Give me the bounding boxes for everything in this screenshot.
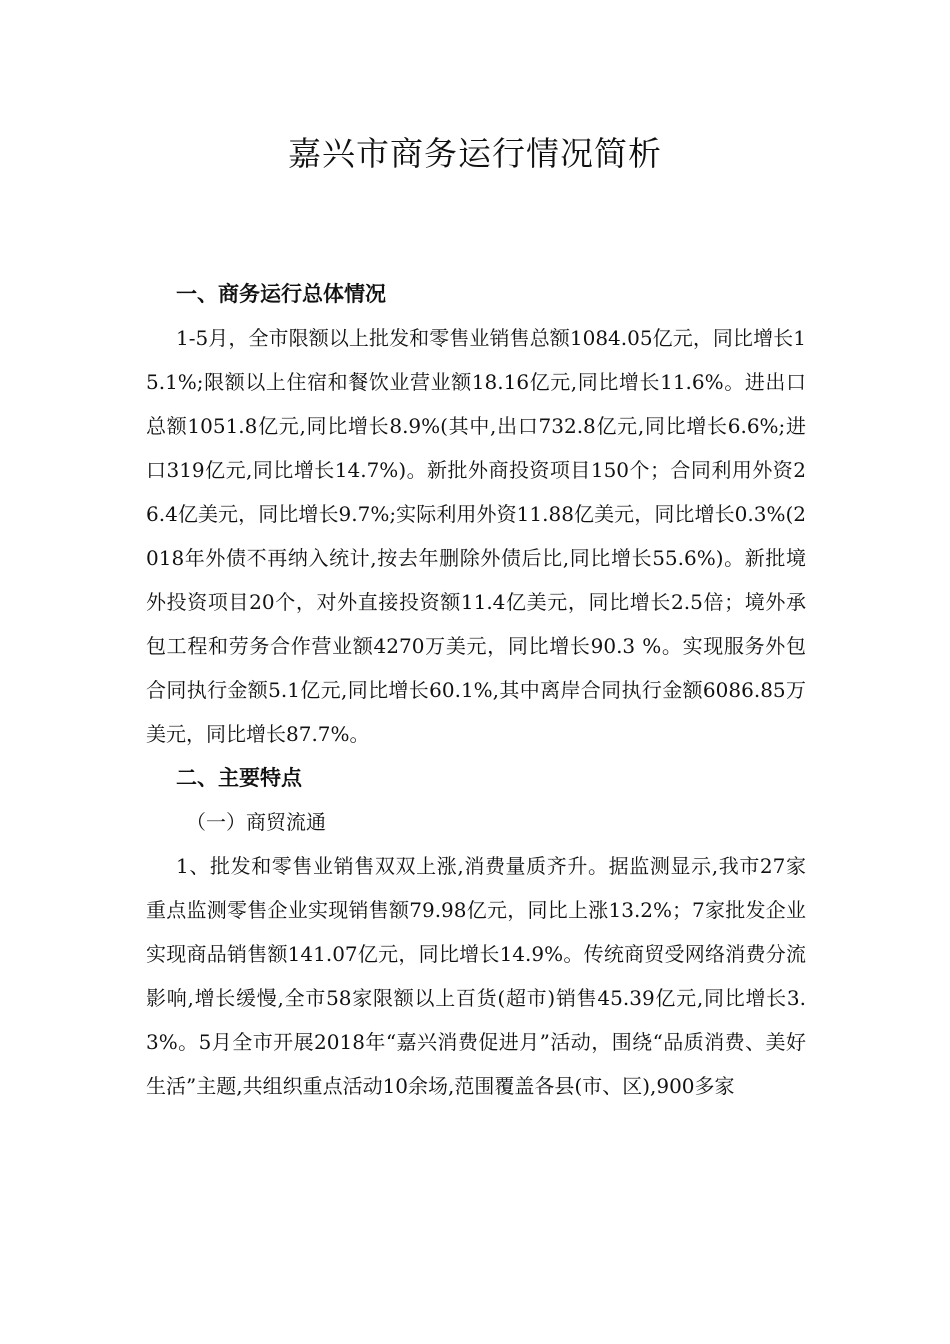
document-body	[146, 272, 806, 1108]
document-title: 嘉兴市商务运行情况简析	[288, 134, 662, 173]
section-heading-features: 二、主要特点	[176, 766, 302, 790]
section-heading-overview: 一、商务运行总体情况	[176, 282, 386, 306]
overview-paragraph: 1-5月，全市限额以上批发和零售业销售总额1084.05亿元，同比增长15.1%;限额以上住宿和餐饮业营业额18.16亿元,同比增长11.6%。进出口总额1051.8亿元,同比增长8.9%(其中,出口732.8亿元,同比增长6.6%;进口319亿元,同比增长14.7%)。新批外商投资项目150个；合同利用外资26.4亿美元，同比增长9.7%;实际利用外资11.88亿美元，同比增长0.3%(2018年外债不再纳入统计,按去年删除外债后比,同比增长55.6%)。新批境外投资项目20个，对外直接投资额11.4亿美元，同比增长2.5倍；境外承包工程和劳务合作营业额4270万美元，同比增长90.3 %。实现服务外包合同执行金额5.1亿元,同比增长60.1%,其中离岸合同执行金额6086.85万美元，同比增长87.7%。	[146, 326, 806, 746]
subheading-trade-circulation: （一）商贸流通	[186, 810, 326, 834]
trade-paragraph: 1、批发和零售业销售双双上涨,消费量质齐升。据监测显示,我市27家重点监测零售企业实现销售额79.98亿元，同比上涨13.2%；7家批发企业实现商品销售额141.07亿元，同比增长14.9%。传统商贸受网络消费分流影响,增长缓慢,全市58家限额以上百货(超市)销售45.39亿元,同比增长3.3%。5月全市开展2018年“嘉兴消费促进月”活动，围绕“品质消费、美好生活”主题,共组织重点活动10余场,范围覆盖各县(市、区),900多家	[146, 854, 806, 1098]
